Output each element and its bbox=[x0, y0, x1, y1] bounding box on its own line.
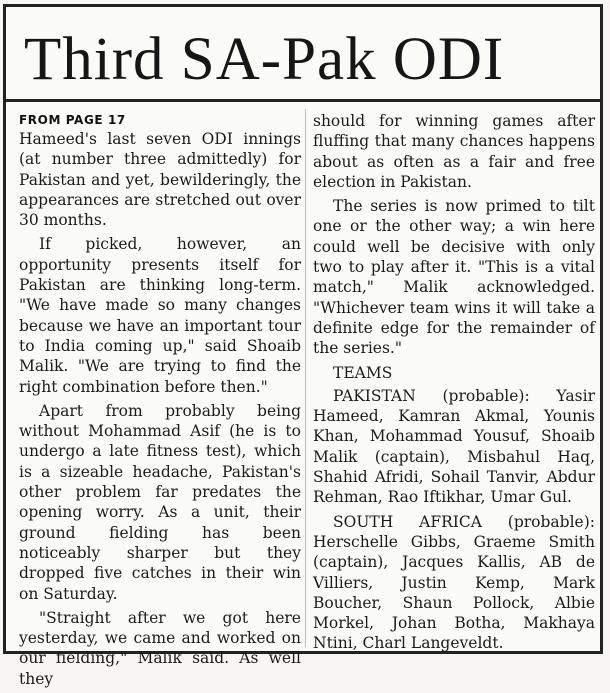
pakistan-team-list: PAKISTAN (probable): Yasir Hameed, Kamran Akmal, Younis Khan, Mohammad Yousuf, Shoaib Malik (captain), Misbahul Haq, Shahid Afridi, Sohail Tanvir, Abdur Rehman, Rao Iftikhar, Umar Gul. bbox=[313, 386, 595, 507]
south-africa-team-list: SOUTH AFRICA (probable): Herschelle Gibbs, Graeme Smith (captain), Jacques Kallis, AB de Villiers, Justin Kemp, Mark Boucher, Shaun Pollock, Albie Morkel, Johan Botha, Makhaya Ntini, Charl Langeveldt. bbox=[313, 512, 595, 653]
headline: Third SA-Pak ODI bbox=[24, 26, 505, 93]
news-clipping bbox=[3, 4, 603, 688]
paragraph: The series is now primed to tilt one or the other way; a win here could well be decisive with only two to play after it. "This is a vital match," Malik acknowledged. "Whichever team wins it will take a definite edge for the remainder of the series." bbox=[313, 197, 595, 358]
headline-rule bbox=[6, 99, 600, 102]
paragraph: Hameed's last seven ODI innings (at number three admittedly) for Pakistan and yet, bewilderingly, the appearances are stretched out over 30 months. bbox=[19, 130, 301, 230]
teams-heading: TEAMS bbox=[333, 363, 393, 382]
paragraph: Apart from probably being without Mohammad Asif (he is to undergo a late fitness test), which is a sizeable headache, Pakistan's other problem far predates the opening worry. As a unit, their ground fielding has been noticeably sharper but they dropped five catches in their win on Saturday. bbox=[19, 401, 301, 603]
paragraph: If picked, however, an opportunity presents itself for Pakistan are thinking long-term. "We have made so many changes because we have an important tour to India coming up," said Shoaib Malik. "We are trying to find the right combination before then." bbox=[19, 235, 301, 396]
continuation-kicker: FROM PAGE 17 bbox=[19, 113, 126, 127]
right-column bbox=[313, 111, 595, 658]
paragraph: should for winning games after fluffing that many chances happens about as often as a fair and free election in Pakistan. bbox=[313, 112, 595, 191]
paragraph: "Straight after we got here yesterday, we came and worked on our fielding," Malik said. As well they bbox=[19, 608, 301, 688]
column-divider bbox=[305, 109, 306, 647]
left-column bbox=[19, 113, 301, 693]
